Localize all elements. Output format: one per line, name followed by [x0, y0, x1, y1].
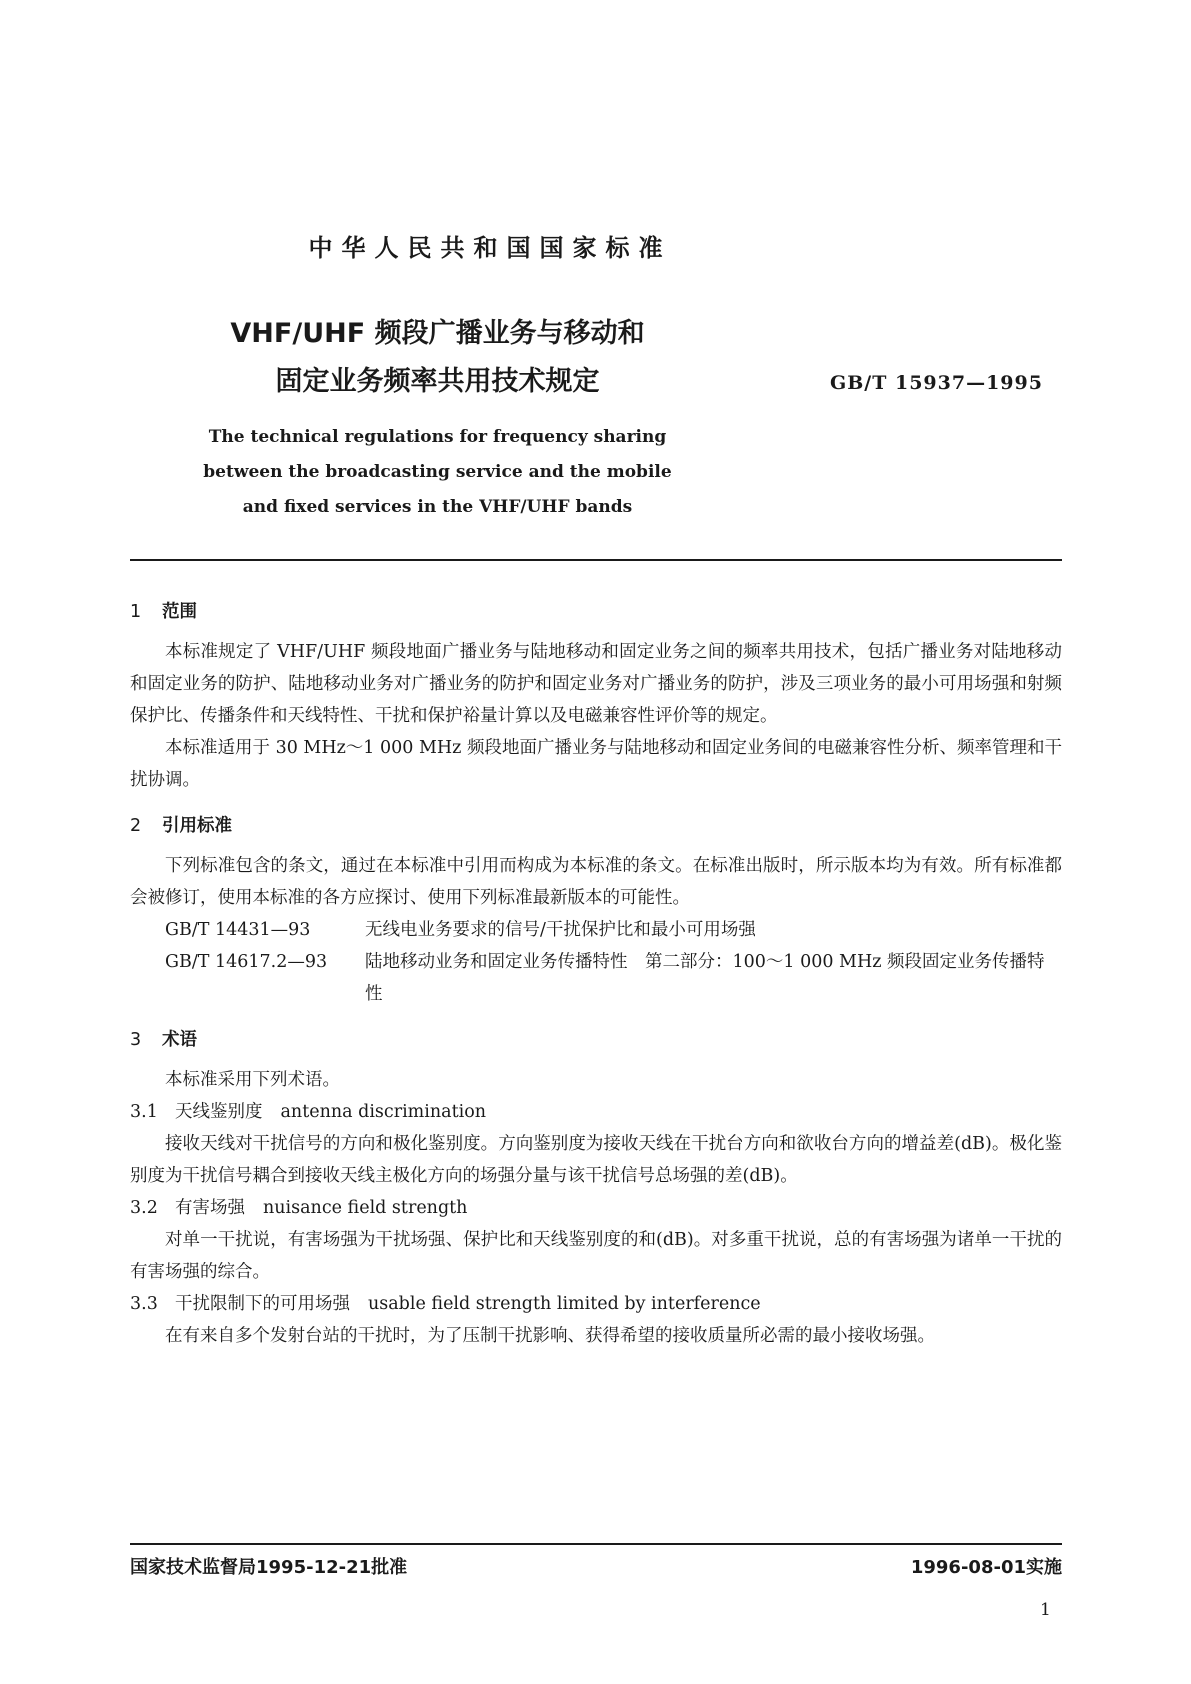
term-chinese: 干扰限制下的可用场强 — [175, 1294, 350, 1314]
reference-code: GB/T 14431—93 — [165, 920, 311, 940]
footer — [130, 1553, 1062, 1583]
reference-item — [130, 946, 1062, 1010]
term-heading — [130, 1288, 1062, 1320]
term-english: antenna discrimination — [280, 1102, 487, 1122]
section-number: 3 — [130, 1030, 142, 1050]
term-definition: 接收天线对干扰信号的方向和极化鉴别度。方向鉴别度为接收天线在干扰台方向和欲收台方向的增益差(dB)。极化鉴别度为干扰信号耦合到接收天线主极化方向的场强分量与该干扰信号总场强的差(dB)。 — [130, 1134, 1062, 1186]
reference-item — [130, 914, 1062, 946]
term-heading — [130, 1096, 1062, 1128]
section-title: 引用标准 — [162, 816, 232, 836]
page-number: 1 — [1040, 1600, 1051, 1620]
english-title-line-2: between the broadcasting service and the mobile — [203, 462, 672, 482]
term-number: 3.1 — [130, 1102, 158, 1122]
english-title — [200, 420, 675, 525]
english-title-line-1: The technical regulations for frequency sharing — [208, 427, 667, 447]
approval-text: 国家技术监督局1995-12-21批准 — [130, 1557, 408, 1578]
section-number: 1 — [130, 602, 142, 622]
document-title — [130, 310, 745, 406]
header-divider — [130, 559, 1062, 561]
standard-number: GB/T 15937—1995 — [830, 372, 1043, 394]
section-1-paragraph-2: 本标准适用于 30 MHz～1 000 MHz 频段地面广播业务与陆地移动和固定业务间的电磁兼容性分析、频率管理和干扰协调。 — [130, 738, 1062, 790]
section-3-intro: 本标准采用下列术语。 — [165, 1070, 340, 1090]
term-definition: 对单一干扰说，有害场强为干扰场强、保护比和天线鉴别度的和(dB)。对多重干扰说，总的有害场强为诸单一干扰的有害场强的综合。 — [130, 1230, 1062, 1282]
section-3-heading — [130, 1024, 1062, 1056]
english-title-line-3: and fixed services in the VHF/UHF bands — [242, 497, 633, 517]
title-line-2: 固定业务频率共用技术规定 — [275, 366, 600, 397]
section-title: 术语 — [162, 1030, 197, 1050]
section-number: 2 — [130, 816, 142, 836]
reference-title: 无线电业务要求的信号/干扰保护比和最小可用场强 — [365, 920, 756, 940]
term-chinese: 有害场强 — [175, 1198, 245, 1218]
section-1-heading — [130, 596, 1062, 628]
term-number: 3.3 — [130, 1294, 158, 1314]
term-number: 3.2 — [130, 1198, 158, 1218]
footer-divider — [130, 1543, 1062, 1545]
reference-title: 陆地移动业务和固定业务传播特性 第二部分：100～1 000 MHz 频段固定业务传播特性 — [365, 952, 1045, 1004]
standard-header: 中华人民共和国国家标准 — [308, 234, 672, 262]
section-2-paragraph-1: 下列标准包含的条文，通过在本标准中引用而构成为本标准的条文。在标准出版时，所示版本均为有效。所有标准都会被修订，使用本标准的各方应探讨、使用下列标准最新版本的可能性。 — [130, 856, 1062, 908]
document-body — [130, 596, 1062, 1352]
term-heading — [130, 1192, 1062, 1224]
term-english: nuisance field strength — [263, 1198, 468, 1218]
title-line-1: VHF/UHF 频段广播业务与移动和 — [230, 318, 645, 349]
effective-date: 1996-08-01实施 — [910, 1557, 1062, 1578]
term-english: usable field strength limited by interference — [368, 1294, 761, 1314]
reference-code: GB/T 14617.2—93 — [165, 952, 328, 972]
term-definition: 在有来自多个发射台站的干扰时，为了压制干扰影响、获得希望的接收质量所必需的最小接收场强。 — [165, 1326, 935, 1346]
section-2-heading — [130, 810, 1062, 842]
section-title: 范围 — [162, 602, 197, 622]
section-1-paragraph-1: 本标准规定了 VHF/UHF 频段地面广播业务与陆地移动和固定业务之间的频率共用技术，包括广播业务对陆地移动和固定业务的防护、陆地移动业务对广播业务的防护和固定业务对广播业务的防护，涉及三项业务的最小可用场强和射频保护比、传播条件和天线特性、干扰和保护裕量计算以及电磁兼容性评价等的规定。 — [130, 642, 1062, 726]
term-chinese: 天线鉴别度 — [175, 1102, 263, 1122]
